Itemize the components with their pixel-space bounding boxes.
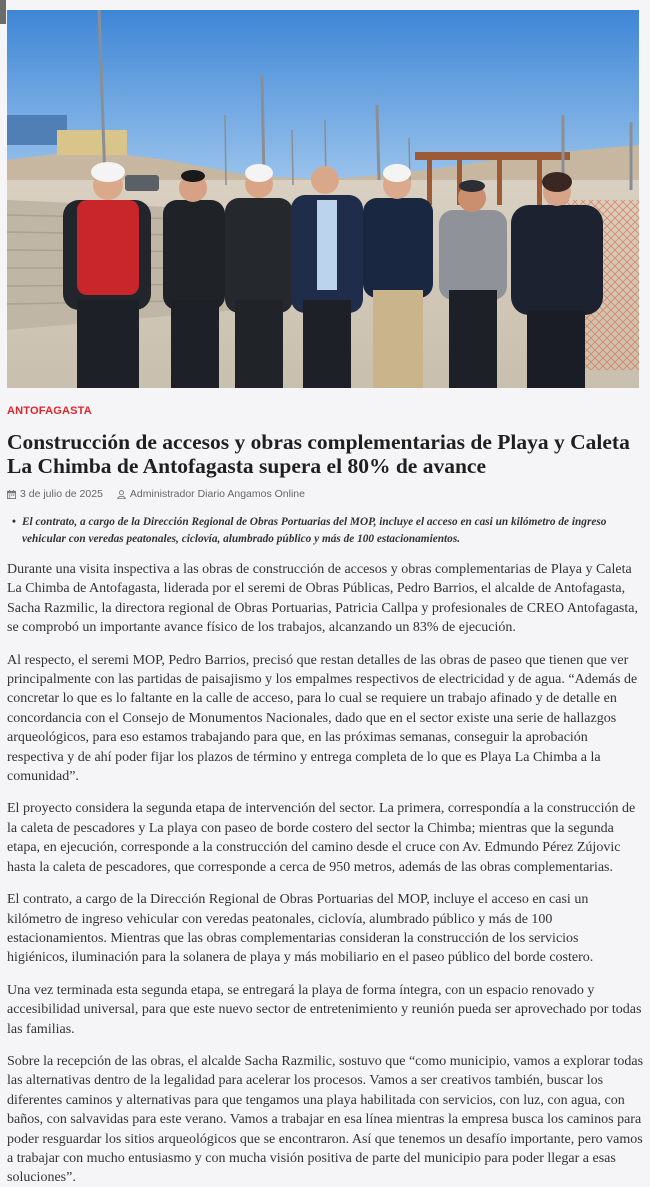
article-title: Construcción de accesos y obras complementarias de Playa y Caleta La Chimba de Antofagasta supera el 80% de avance bbox=[7, 430, 630, 478]
article-summary bbox=[12, 514, 636, 548]
category-link[interactable]: ANTOFAGASTA bbox=[7, 405, 92, 417]
featured-image bbox=[7, 10, 639, 388]
paragraph: El contrato, a cargo de la Dirección Regional de Obras Portuarias del MOP, incluye el acceso en casi un kilómetro de ingreso vehicular con veredas peatonales, ciclovía, alumbrado público y más de 100 estacionamientos. Mientras que las obras complementarias consideran la construcción de los servicios higiénicos, iluminación para la solanera de playa y más mobiliario en el paseo público del borde costero. bbox=[7, 892, 594, 966]
user-icon bbox=[117, 490, 126, 499]
article-date: 3 de julio de 2025 bbox=[20, 488, 103, 500]
group-photo bbox=[7, 10, 639, 388]
paragraph: El proyecto considera la segunda etapa de intervención del sector. La primera, correspondía a la construcción de la caleta de pescadores y La playa con paseo de borde costero del sector la Chimba; mientras que la segunda etapa, en ejecución, corresponde a la construcción del camino desde el cruce con Av. Edmundo Pérez Zújovic hasta la caleta de pescadores, que corresponde a cerca de 950 metros, además de las obras complementarias. bbox=[7, 801, 636, 875]
paragraph: Sobre la recepción de las obras, el alcalde Sacha Razmilic, sostuvo que “como municipio, vamos a explorar todas las alternativas dentro de la legalidad para acelerar los procesos. Vamos a ser creativos también, buscar los diferentes caminos y alternativas para que tengamos una playa habilitada con servicios, con luz, con agua, con baños, con salvavidas para este verano. Vamos a trabajar en esa línea mientras la empresa busca los caminos para poder resguardar los sitios arqueológicos que se encontraron. Así que tenemos un desafío importante, pero vamos a trabajar con mucho entusiasmo y con mucha visión positiva de parte del municipio para poder llegar a esas soluciones”. bbox=[7, 1053, 644, 1186]
summary-item: • El contrato, a cargo de la Dirección Regional de Obras Portuarias del MOP, incluye el acceso en casi un kilómetro de ingreso vehicular con veredas peatonales, ciclovía, alumbrado público y más de 100 estacionamientos. bbox=[12, 514, 636, 548]
paragraph: Al respecto, el seremi MOP, Pedro Barrios, precisó que restan detalles de las obras de paseo que tienen que ver principalmente con las partidas de paisajismo y los empalmes respectivos de electricidad y de agua. “Además de concretar lo que es lo faltante en la calle de acceso, para lo cual se requiere un trabajo afinado y de detalle en concordancia con el Consejo de Monumentos Nacionales, dado que en el sector existe una serie de hallazgos arqueológicos, para eso estamos trabajando para que, en las próximas semanas, conseguir la aprobación respectiva y de ahí poder fijar los plazos de término y entrega completa de lo que es Playa La Chimba a la comunidad”. bbox=[7, 652, 638, 785]
author-link[interactable]: Administrador Diario Angamos Online bbox=[129, 488, 305, 500]
paragraph: Durante una visita inspectiva a las obras de construcción de accesos y obras complementarias de Playa y Caleta La Chimba de Antofagasta, liderada por el seremi de Obras Públicas, Pedro Barrios, el alcalde de Antofagasta, Sacha Razmilic, la directora regional de Obras Portuarias, Patricia Callpa y profesionales de CREO Antofagasta, se comprobó un importante avance físico de los trabajos, alcanzando un 83% de ejecución. bbox=[7, 562, 638, 636]
paragraph: Una vez terminada esta segunda etapa, se entregará la playa de forma íntegra, con un espacio renovado y accesibilidad universal, para que este nuevo sector de entretenimiento y reunión pueda ser aprovechado por todas las familias. bbox=[7, 982, 642, 1037]
article-body bbox=[7, 560, 643, 1187]
calendar-icon bbox=[7, 490, 16, 499]
article-meta bbox=[7, 488, 305, 500]
scroll-edge bbox=[0, 0, 6, 24]
